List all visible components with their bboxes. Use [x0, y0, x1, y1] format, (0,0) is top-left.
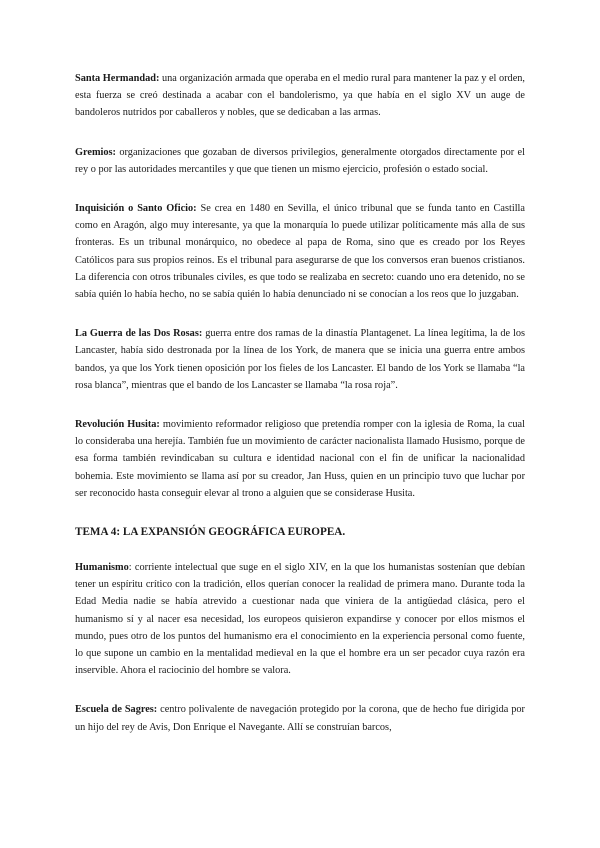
- entry-term: Revolución Husita:: [75, 419, 160, 431]
- entry-term: La Guerra de las Dos Rosas:: [75, 328, 203, 340]
- entry-term: Escuela de Sagres:: [75, 704, 158, 716]
- entry-text: guerra entre dos ramas de la dinastía Plantagenet. La línea legítima, la de los Lancaster, había sido destronada por la línea de los York, de manera que se inicia una guerra entre ambos bandos, ya que los York tienen oposición por los fieles de los Lancaster. El bando de los York se llamaba “la rosa blanca”, mientras que el bando de los Lancaster se llamaba “la rosa roja”.: [75, 328, 525, 391]
- entry-escuela-sagres: [75, 701, 525, 735]
- entry-humanismo: [75, 559, 525, 679]
- section-heading: TEMA 4: LA EXPANSIÓN GEOGRÁFICA EUROPEA.: [75, 526, 346, 539]
- entry-text: Se crea en 1480 en Sevilla, el único tribunal que se funda tanto en Castilla como en Aragón, algo muy interesante, ya que la monarquía lo puede utilizar políticamente más alla de sus fronteras. Es un tribunal monárquico, no obedece al papa de Roma, sino que es creado por los Reyes Católicos para sus propios reinos. Es el tribunal para asegurarse de que los conversos eran buenos cristianos. La diferencia con otros tribunales civiles, es que todo se realizaba en secreto: cuando uno era detenido, no se sabía quién lo había hecho, no se sabía quién lo había denunciado ni se conocían a los reos que lo juzgaban.: [75, 203, 525, 301]
- entry-text: una organización armada que operaba en el medio rural para mantener la paz y el orden, esta fuerza se creó destinada a acabar con el bandolerismo, ya que había en el siglo XV un auge de bandoleros nutridos por caballeros y nobles, que se dedicaban a las armas.: [75, 73, 525, 119]
- entry-santa-hermandad: [75, 70, 525, 122]
- entry-term: Gremios:: [75, 146, 116, 158]
- entry-text: centro polivalente de navegación protegido por la corona, que de hecho fue dirigida por un hijo del rey de Avis, Don Enrique el Navegante. Allí se construían barcos,: [75, 704, 525, 733]
- entry-guerra-dos-rosas: [75, 325, 525, 394]
- entry-term: Santa Hermandad:: [75, 73, 160, 84]
- entry-gremios: [75, 144, 525, 178]
- entry-text: movimiento reformador religioso que pretendía romper con la iglesia de Roma, la cual lo consideraba una herejía. También fue un movimiento de carácter nacionalista llamado Husismo, porque de esa forma también revindicaban su cultura e identidad nacional con el fin de unificar la nacionalidad bohemia. Este movimiento se llama así por su creador, Jan Huss, quien en un principio tuvo que luchar por ser reconocido hasta conseguir elevar al trono a alguien que se considerase Husita.: [75, 419, 525, 499]
- entry-inquisicion: [75, 200, 525, 303]
- entry-term: Humanismo: [75, 562, 129, 574]
- entry-text: : corriente intelectual que suge en el siglo XIV, en la que los humanistas sostenían que debían tener un espíritu crítico con la tradición, ellos querían conocer la realidad de primera mano. Durante toda la Edad Media nadie se había atrevido a cuestionar nada que viniera de la antigüedad clásica, pero el humanismo sí y al nacer esa necesidad, los europeos quisieron expandirse y conocer por ellos mismos el mundo, pues otro de los puntos del humanismo era el conocimiento en la experiencia personal como fuente, lo que supone un cambio en la mentalidad medieval en la que el hombre era un ser pecador cuya razón era inservible. Ahora el raciocinio del hombre se valora.: [75, 562, 525, 677]
- entry-text: organizaciones que gozaban de diversos privilegios, generalmente otorgados directamente por el rey o por las autoridades mercantiles y que que tienen un mismo ejercicio, profesión o estado social.: [75, 146, 525, 175]
- entry-term: Inquisición o Santo Oficio:: [75, 203, 197, 215]
- entry-revolucion-husita: [75, 416, 525, 502]
